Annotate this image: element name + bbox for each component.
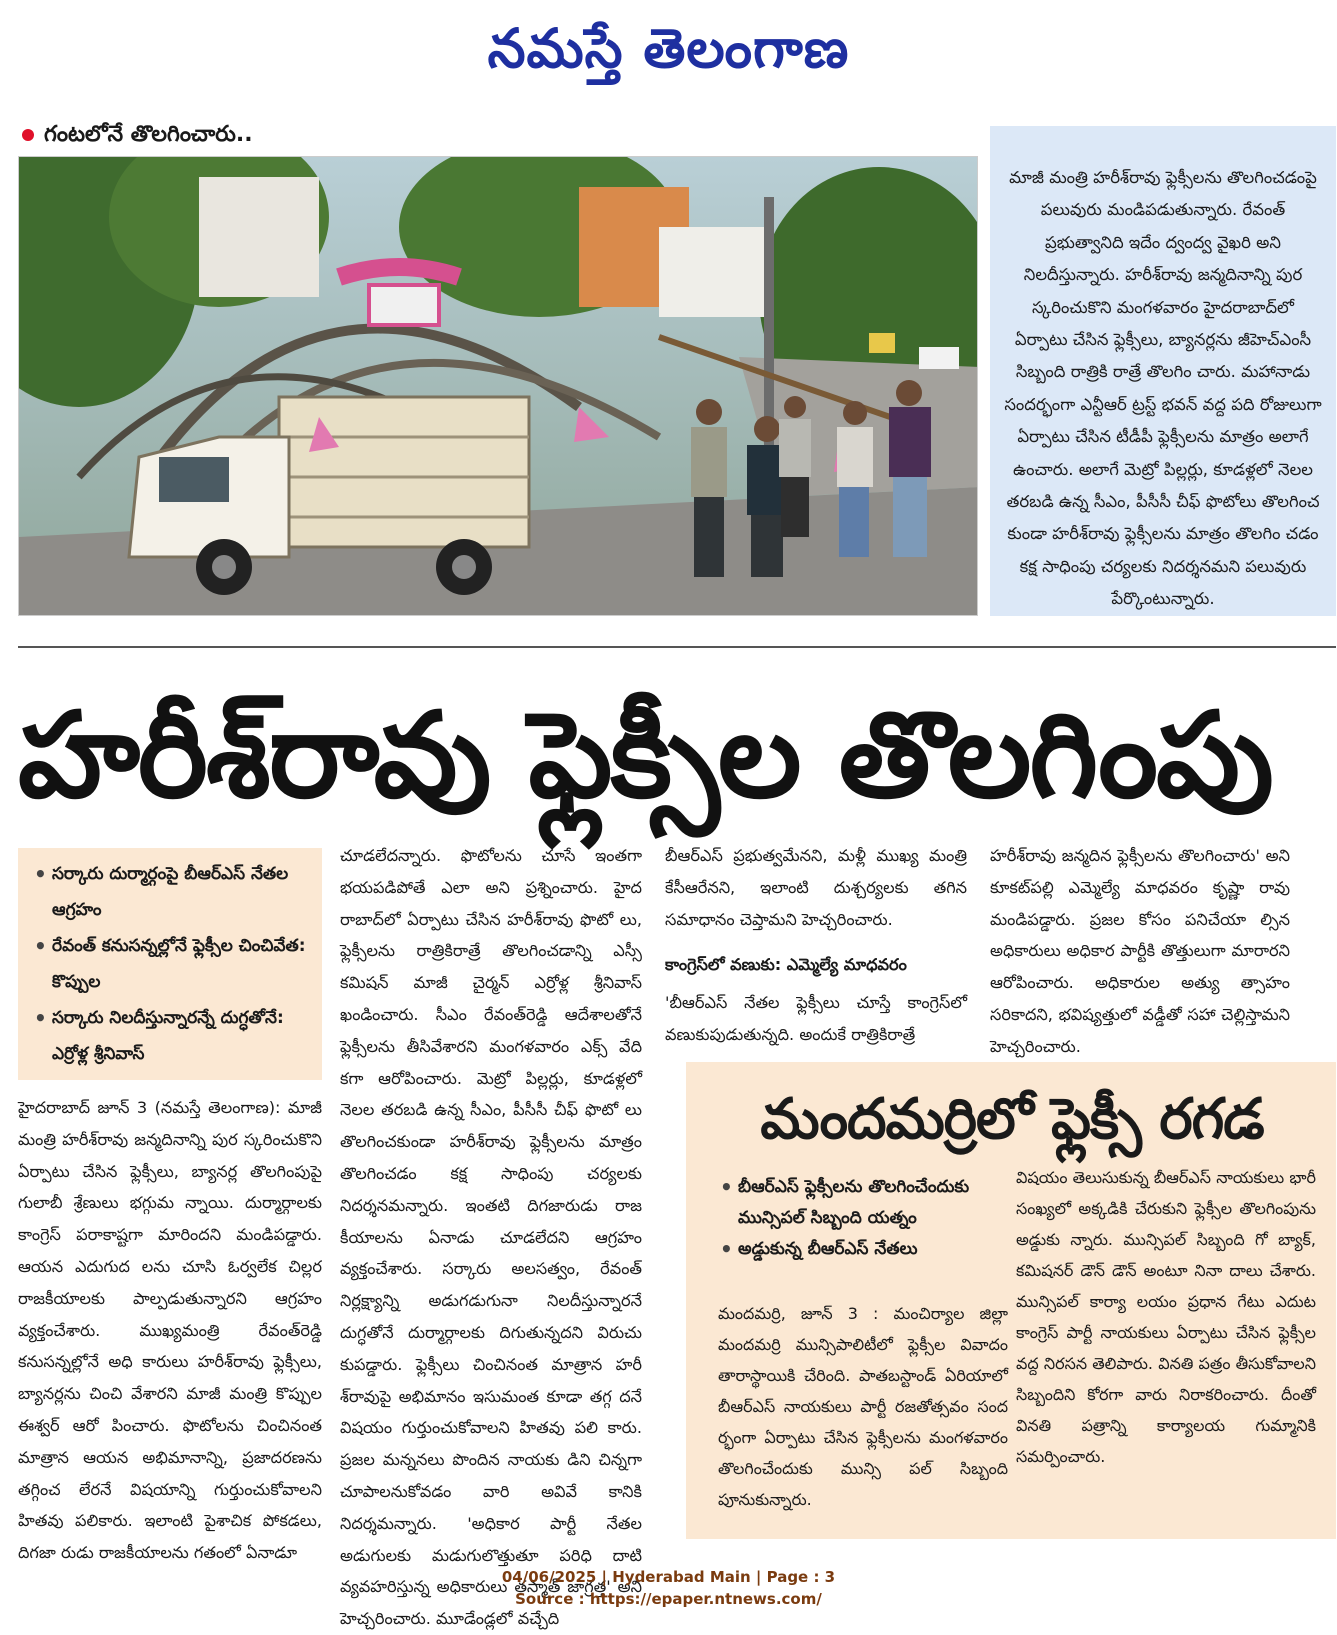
highlight-item: • సర్కారు నిలదీస్తున్నారన్నే దుగ్ధతోనే: ఎర్రోళ్ల శ్రీనివాస్ — [32, 1000, 312, 1072]
highlight-item: • సర్కారు దుర్మార్గంపై బీఆర్‌ఎస్ నేతల ఆగ్రహం — [32, 856, 312, 928]
side-story-column-1 — [718, 1298, 1008, 1515]
story-text: చూడలేదన్నారు. ఫొటోలను చూసే ఇంతగా భయపడిపోతే ఎలా అని ప్రశ్నించారు. హైద రాబాద్‌లో ఏర్పాటు చేసిన హరీశ్‌రావు ఫొటో లు, ఫ్లెక్సీలను రాత్రికిరాత్రే తొలగించడాన్ని ఎస్సీ కమిషన్ మాజీ చైర్మన్ ఎర్రోళ్ల శ్రీనివాస్ ఖండించారు. సీఎం రేవంత్‌రెడ్డి ఆదేశాలతోనే ఫ్లెక్సీలను తీసివేశారని మంగళవారం ఎక్స్ వేది కగా ఆరోపించారు. మెట్రో పిల్లర్లు, కూడళ్లలో నెలల తరబడి ఉన్న సీఎం, పీసీసీ చీఫ్ ఫొటో లు తొలగించకుండా హరీశ్‌రావు ఫ్లెక్సీలను మాత్రం తొలగించడం కక్ష సాధింపు చర్యలకు నిదర్శనమన్నారు. ఇంతటి దిగజారుడు రాజ కీయాలను ఏనాడు చూడలేదని ఆగ్రహం వ్యక్తంచేశారు. సర్కారు అలసత్వం, రేవంత్ నిర్లక్ష్యాన్ని అడుగడుగునా నిలదీస్తున్నారనే దుగ్ధతోనే దుర్మార్గాలకు దిగుతున్నదని విరుచు కుపడ్డారు. ఫ్లెక్సీలు చించినంత మాత్రాన హరీ శ్‌రావుపై అభిమానం ఇసుమంత కూడా తగ్గ దనే విషయం గుర్తుంచుకోవాలని హితవు పలి కారు. ప్రజల మన్ననలు పొందిన నాయకు డిని చిన్నగా చూపాలనుకోవడం వారి అవివే కానికి నిదర్శమన్నారు. 'అధికార పార్టీ నేతల అడుగులకు మడుగులొత్తుతూ పరిధి దాటి వ్యవహరిస్తున్న అధికారులు తస్మాత్ జాగ్రత్త' అని హెచ్చరించారు. మూడేండ్లలో వచ్చేది — [340, 846, 642, 1629]
photo-kicker — [22, 118, 253, 152]
red-dot-icon — [22, 129, 34, 141]
story-column-4 — [990, 840, 1290, 1063]
main-highlights — [18, 848, 322, 1080]
story-column-3 — [665, 840, 967, 1051]
story-text: మందమర్రి, జూన్ 3 : మంచిర్యాల జిల్లా మందమర్రి మున్సిపాలిటీలో ఫ్లెక్సీల వివాదం తారాస్థాయికి చేరింది. పాతబస్టాండ్ ఏరియాలో బీఆర్‌ఎస్ నాయకులు పార్టీ రజతోత్సవం సంద ర్భంగా ఏర్పాటు చేసిన ఫ్లెక్సీలను మంగళవారం తొలగించేందుకు మున్సి పల్ సిబ్బంది పూనుకున్నారు. — [718, 1304, 1008, 1509]
footer-source: Source : https://epaper.ntnews.com/ — [515, 1590, 822, 1608]
side-story-column-2 — [1016, 1162, 1316, 1472]
photo-caption: మాజీ మంత్రి హరీశ్‌రావు ఫ్లెక్సీలను తొలగించడంపై పలువురు మండిపడుతున్నారు. రేవంత్ ప్రభుత్వానిది ఇదేం ద్వంద్వ వైఖరి అని నిలదీస్తున్నారు. హరీశ్‌రావు జన్మదినాన్ని పుర స్కరించుకొని మంగళవారం హైదరాబాద్‌లో ఏర్పాటు చేసిన ఫ్లెక్సీలు, బ్యానర్లను జీహెచ్‌ఎంసీ సిబ్బంది రాత్రికి రాత్రే తొలగిం చారు. మహానాడు సందర్భంగా ఎన్టీఆర్ ట్రస్ట్ భవన్ వద్ద పది రోజులుగా ఏర్పాటు చేసిన టీడీపీ ఫ్లెక్సీలను మాత్రం అలాగే ఉంచారు. అలాగే మెట్రో పిల్లర్లు, కూడళ్లలో నెలల తరబడి ఉన్న సీఎం, పీసీసీ చీఫ్ ఫొటోలు తొలగించ కుండా హరీశ్‌రావు ఫ్లెక్సీలను మాత్రం తొలగిం చడం కక్ష సాధింపు చర్యలకు నిదర్శనమని పలువురు పేర్కొంటున్నారు. — [990, 126, 1336, 616]
story-subhead: కాంగ్రెస్‌లో వణుకు: ఎమ్మెల్యే మాధవరం — [665, 955, 907, 975]
story-text: హైదరాబాద్ జూన్ 3 (నమస్తే తెలంగాణ): మాజీ మంత్రి హరీశ్‌రావు జన్మదినాన్ని పుర స్కరించుకొని ఏర్పాటు చేసిన ఫ్లెక్సీలు, బ్యానర్ల తొలగింపుపై గులాబీ శ్రేణులు భగ్గుమ న్నాయి. దుర్మార్గాలకు కాంగ్రెస్ పరాకాష్టగా మారిందని మండిపడ్డారు. ఆయన ఎదుగుద లను చూసి ఓర్వలేక చిల్లర రాజకీయాలకు పాల్పడుతున్నారని ఆగ్రహం వ్యక్తంచేశారు. ముఖ్యమంత్రి రేవంత్‌రెడ్డి కనుసన్నల్లోనే అధి కారులు హరీశ్‌రావు ఫ్లెక్సీలు, బ్యానర్లను చించి వేశారని మాజీ మంత్రి కొప్పుల ఈశ్వర్ ఆరో పించారు. ఫొటోలను చించినంత మాత్రాన ఆయన అభిమానాన్ని, ప్రజాదరణను తగ్గించ లేరనే విషయాన్ని గుర్తుంచుకోవాలని హితవు పలికారు. ఇలాంటి పైశాచిక పోకడలు, దిగజా రుడు రాజకీయాలను గతంలో ఏనాడూ — [18, 1098, 322, 1563]
masthead: నమస్తే తెలంగాణ — [487, 16, 850, 80]
side-story-highlights — [718, 1172, 1018, 1265]
highlight-item: • రేవంత్ కనుసన్నల్లోనే ఫ్లెక్సీల చించివేత: కొప్పుల — [32, 928, 312, 1000]
story-text: 'బీఆర్‌ఎస్ నేతల ఫ్లెక్సీలు చూస్తే కాంగ్రెస్‌లో వణుకుపుడుతున్నది. అందుకే రాత్రికిరాత్రే — [665, 993, 967, 1044]
main-headline: హరీశ్‌రావు ఫ్లెక్సీల తొలగింపు — [18, 686, 1272, 824]
story-column-2 — [340, 840, 642, 1635]
news-photo — [18, 156, 978, 616]
kicker-text: గంటలోనే తొలగించారు.. — [44, 122, 253, 147]
story-column-1 — [18, 1092, 322, 1569]
story-text: హరీశ్‌రావు జన్మదిన ఫ్లెక్సీలను తొలగించారు' అని కూకట్‌పల్లి ఎమ్మెల్యే మాధవరం కృష్ణా రావు మండిపడ్డారు. ప్రజల కోసం పనిచేయా ల్సిన అధికారులు అధికార పార్టీకి తొత్తులుగా మారారని ఆరోపించారు. అధికారుల అత్యు త్సాహం సరికాదని, భవిష్యత్తులో వడ్డీతో సహా చెల్లిస్తామని హెచ్చరించారు. — [990, 846, 1290, 1056]
page-footer — [0, 1566, 1337, 1610]
footer-edition: 04/06/2025 | Hyderabad Main | Page : 3 — [501, 1568, 836, 1586]
story-text: బీఆర్‌ఎస్ ప్రభుత్వమేనని, మళ్లీ ముఖ్య మంత్రి కేసీఆరేనని, ఇలాంటి దుశ్చర్యలకు తగిన సమాధానం చెప్తామని హెచ్చరించారు. — [665, 846, 967, 929]
section-divider — [18, 646, 1336, 648]
side-story-headline: మందమర్రిలో ఫ్లెక్సీ రగడ — [760, 1087, 1264, 1152]
highlight-item: • అడ్డుకున్న బీఆర్‌ఎస్ నేతలు — [718, 1234, 1018, 1265]
story-text: విషయం తెలుసుకున్న బీఆర్‌ఎస్ నాయకులు భారీ సంఖ్యలో అక్కడికి చేరుకుని ఫ్లెక్సీల తొలగింపును అడ్డుకు న్నారు. మున్సిపల్ సిబ్బంది గో బ్యాక్, కమిషనర్ డౌన్ డౌన్ అంటూ నినా దాలు చేశారు. మున్సిపల్ కార్యా లయం ప్రధాన గేటు ఎదుట కాంగ్రెస్ పార్టీ నాయకులు ఏర్పాటు చేసిన ఫ్లెక్సీల వద్ద నిరసన తెలిపారు. వినతి పత్రం తీసుకోవాలని సిబ్బందిని కోరగా వారు నిరాకరించారు. దీంతో వినతి పత్రాన్ని కార్యాలయ గుమ్మానికి సమర్పించారు. — [1016, 1168, 1316, 1466]
highlight-item: • బీఆర్‌ఎస్ ఫ్లెక్సీలను తొలగించేందుకు మున్సిపల్ సిబ్బంది యత్నం — [718, 1172, 1018, 1234]
